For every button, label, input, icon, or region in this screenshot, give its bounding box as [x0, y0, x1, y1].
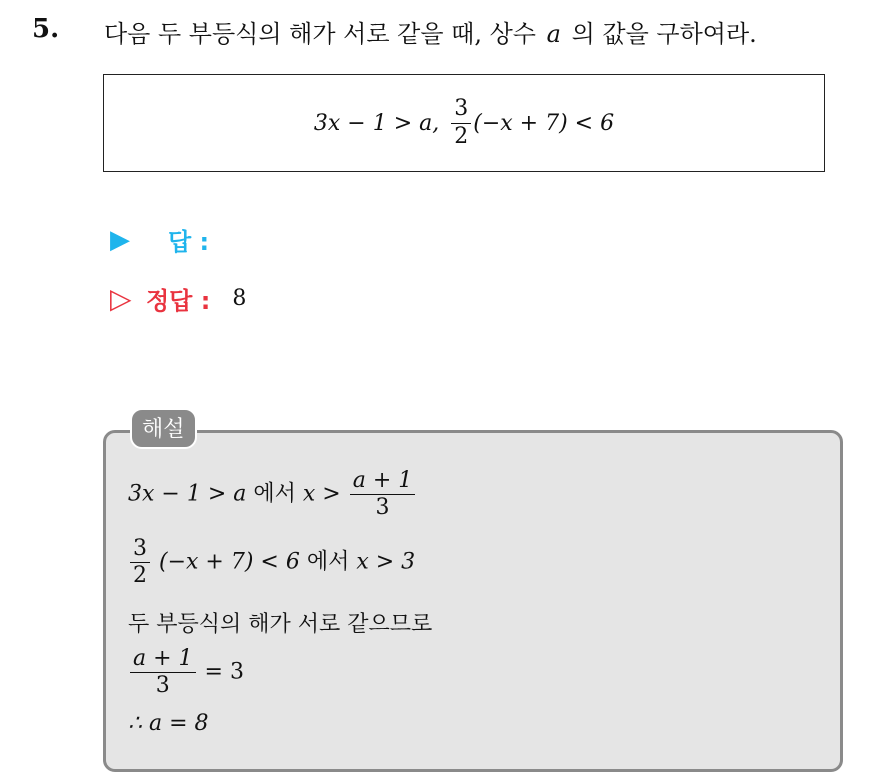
solution-line-2-word: 에서: [306, 549, 350, 575]
inequality-2-fraction: [451, 97, 471, 148]
question-variable: a: [546, 20, 561, 48]
solution-box: [103, 430, 843, 772]
solution-line-1: [128, 469, 417, 520]
solution-line-4-fraction: [130, 647, 196, 698]
solution-tag: 해설: [130, 408, 197, 449]
fraction-numerator: 3: [451, 97, 471, 123]
inequality-1: 3x − 1 > a,: [313, 110, 440, 136]
correct-answer-label: 정답 :: [146, 287, 211, 315]
solution-line-2: [128, 537, 415, 588]
fraction-denominator: 3: [155, 673, 170, 699]
solution-line-1-fraction: [350, 469, 416, 520]
solution-line-3: 두 부등식의 해가 서로 같으므로: [128, 612, 433, 637]
solution-line-4-eq: = 3: [204, 659, 244, 685]
fraction-numerator: 3: [130, 537, 150, 563]
fraction-numerator: a + 1: [130, 647, 196, 673]
inequality-2-rest: (−x + 7) < 6: [473, 110, 615, 136]
fraction-denominator: 2: [454, 123, 469, 149]
answer-row: [110, 222, 209, 257]
solution-line-5: ∴ a = 8: [128, 711, 209, 736]
fraction-denominator: 3: [375, 495, 390, 521]
problem-box: [103, 74, 825, 172]
question-text-after: 의 값을 구하여라.: [571, 20, 757, 48]
solution-line-2-result: x > 3: [356, 549, 416, 575]
question-text: [104, 14, 757, 49]
fraction-numerator: a + 1: [350, 469, 416, 495]
solution-line-4: [128, 647, 244, 698]
answer-label: 답 :: [168, 228, 210, 256]
solution-line-1-var: x >: [302, 481, 341, 507]
solution-line-2-fraction: [130, 537, 150, 588]
solution-line-1-word: 에서: [253, 481, 296, 507]
correct-answer-row: [110, 281, 246, 316]
solution-line-2-expr: (−x + 7) < 6: [159, 549, 300, 575]
correct-answer-value: 8: [232, 286, 247, 311]
question-text-before: 다음 두 부등식의 해가 서로 같을 때, 상수: [104, 20, 536, 48]
question-number: 5.: [32, 14, 60, 44]
fraction-denominator: 2: [133, 563, 147, 589]
solution-line-1-expr: 3x − 1 > a: [128, 481, 247, 507]
outline-triangle-icon: ▷: [110, 282, 132, 315]
filled-triangle-icon: ▶: [110, 224, 130, 255]
